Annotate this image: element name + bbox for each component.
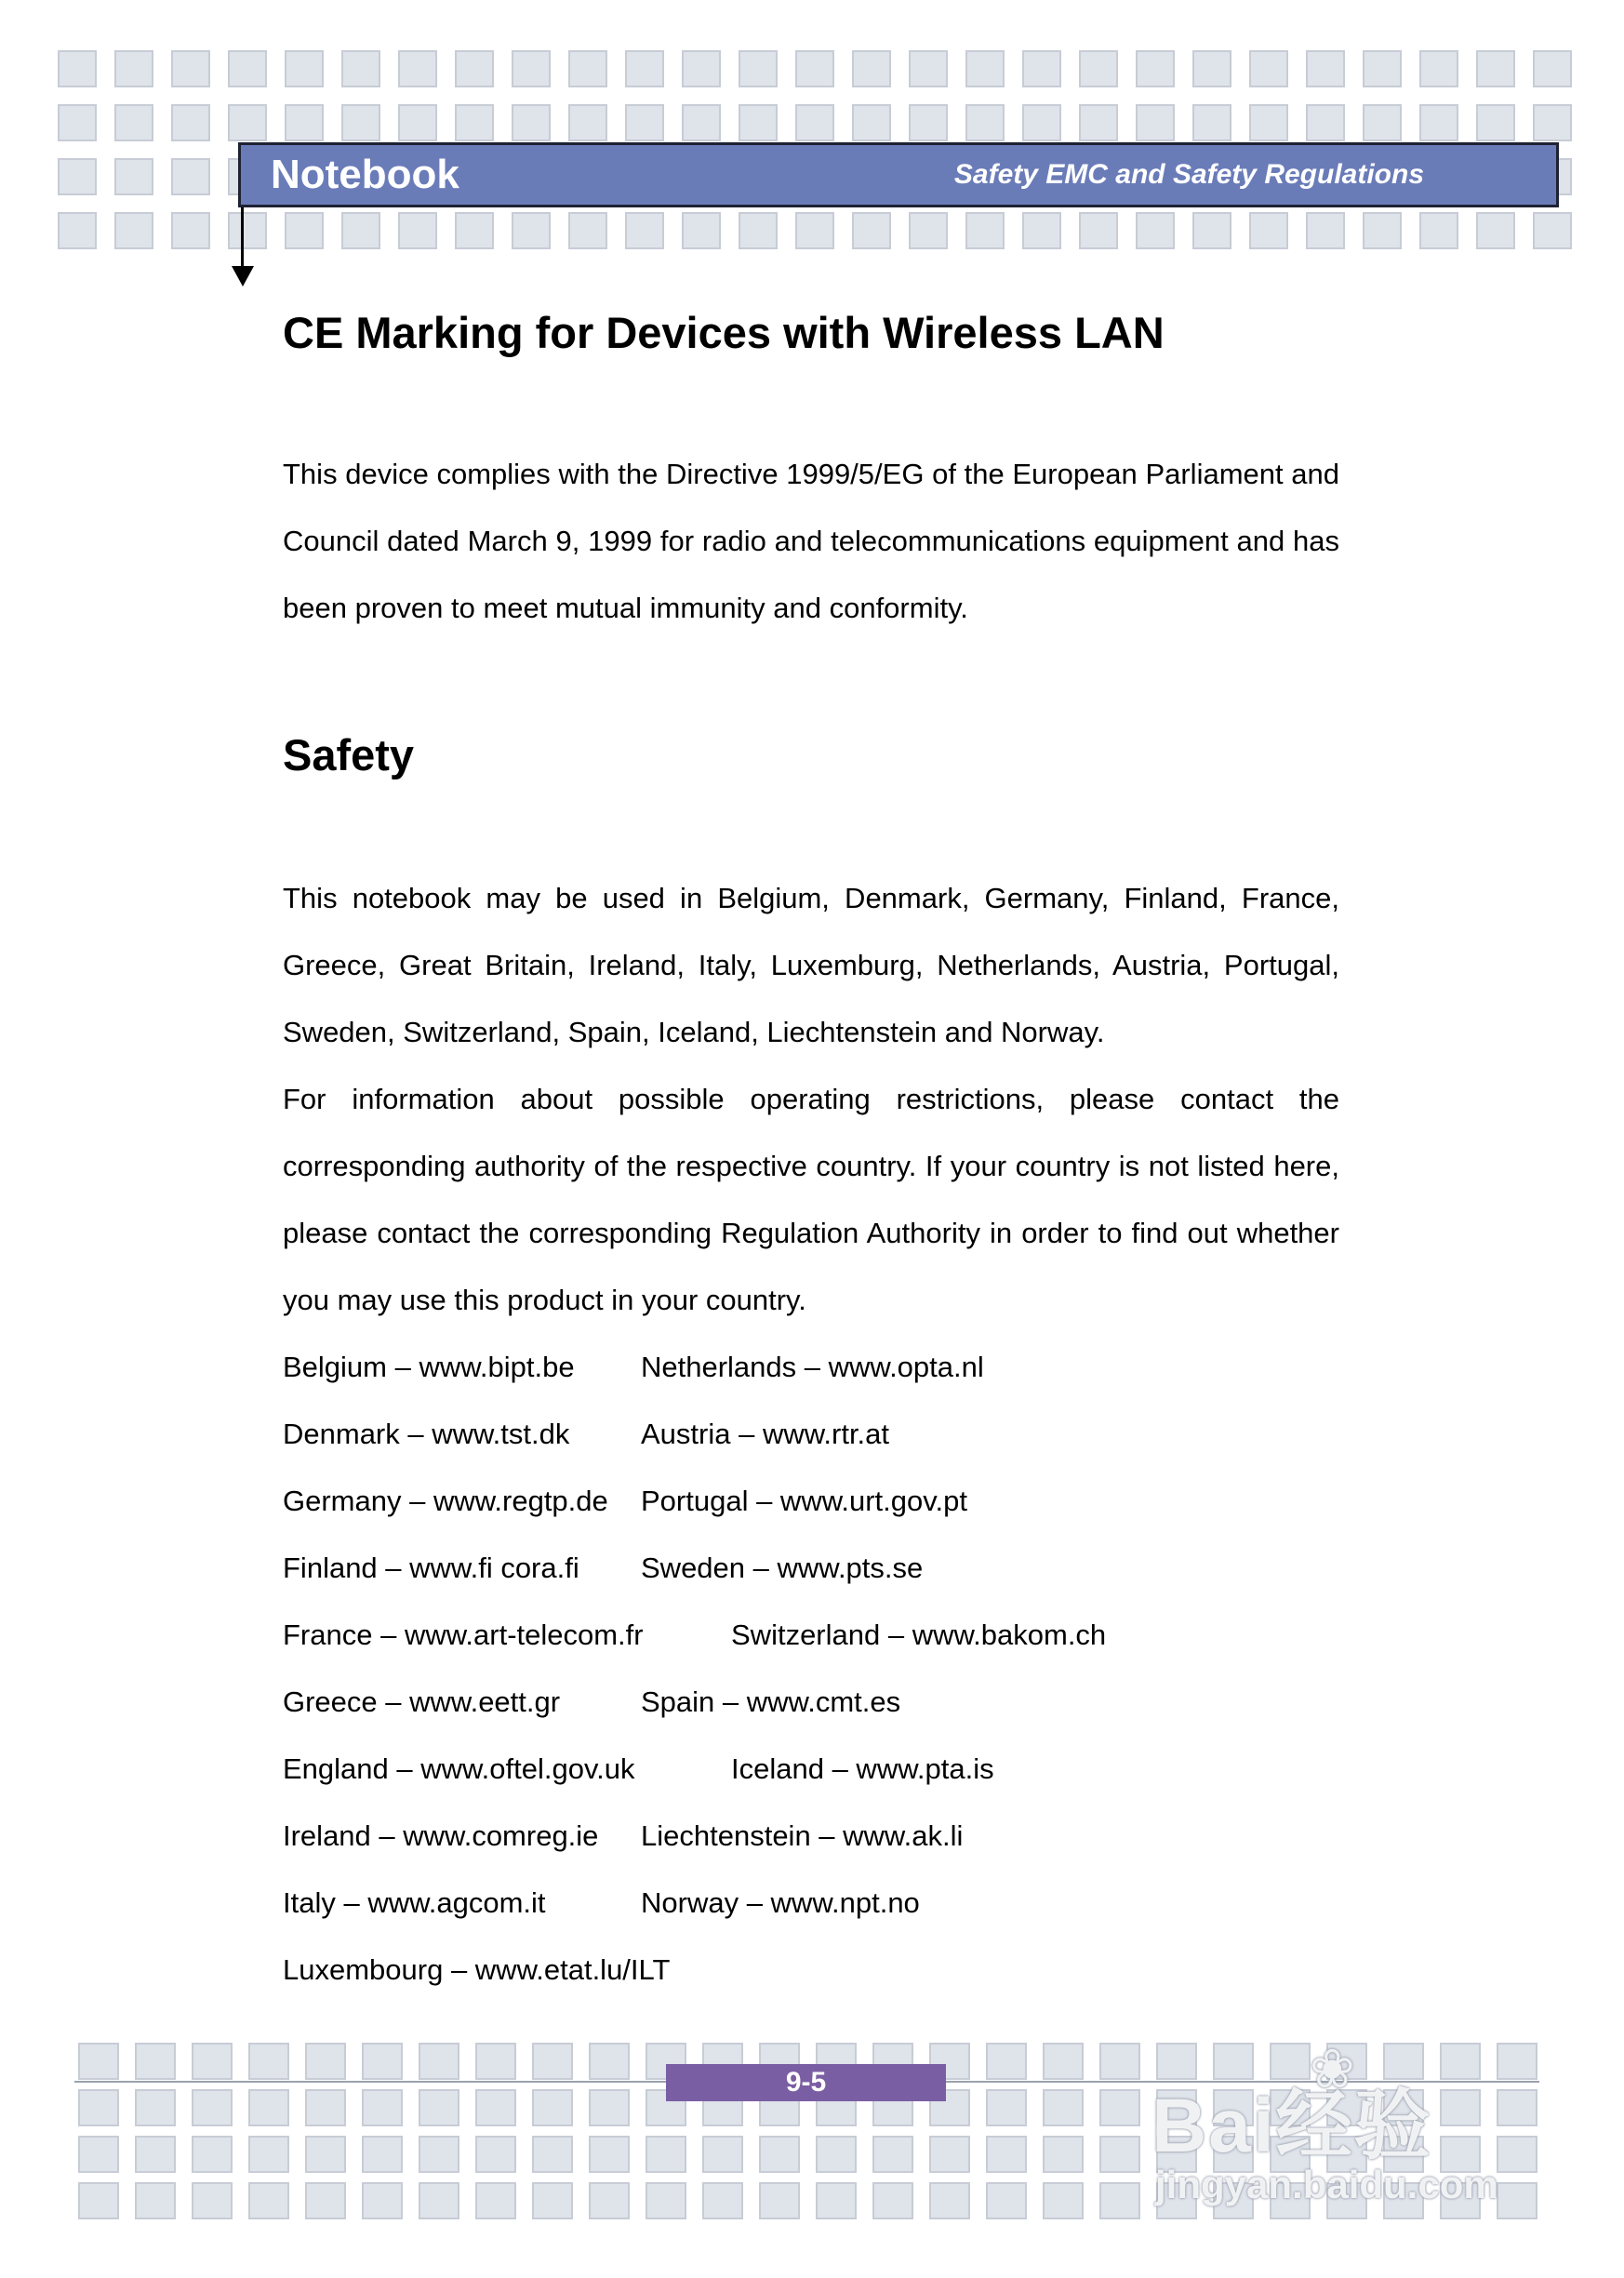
decorative-tile	[1022, 104, 1061, 141]
decorative-tile	[568, 104, 607, 141]
decorative-tile	[398, 212, 437, 249]
decorative-tile	[305, 2182, 346, 2219]
decorative-tile	[1476, 104, 1515, 141]
decorative-tile	[1213, 2182, 1254, 2219]
decorative-tile	[419, 2089, 459, 2126]
decorative-tile	[58, 212, 97, 249]
decorative-tile	[341, 50, 380, 87]
decorative-tile	[171, 104, 210, 141]
decorative-tile	[1476, 212, 1515, 249]
safety-paragraph-countries: This notebook may be used in Belgium, Denmark, Germany, Finland, France, Greece, Great Britain, Ireland, Italy, Luxemburg, Netherlands, Austria, Portugal, Sweden, Switzerland, Spain, Iceland, Liechtenstein and Norway.	[283, 882, 1339, 1048]
decorative-tile	[1022, 50, 1061, 87]
paw-icon: ❀	[1310, 2039, 1355, 2099]
decorative-tile	[1270, 2043, 1311, 2080]
decorative-tile	[228, 50, 267, 87]
decorative-tile	[1043, 2043, 1084, 2080]
contact-row	[283, 1736, 1339, 1803]
decorative-tile	[58, 104, 97, 141]
decorative-tile	[419, 2182, 459, 2219]
decorative-tile	[135, 2182, 176, 2219]
contact-entry: Germany – www.regtp.de	[283, 1485, 608, 1517]
decorative-tile	[135, 2043, 176, 2080]
decorative-tile	[872, 2182, 913, 2219]
contact-entry: Luxembourg – www.etat.lu/ILT	[283, 1953, 671, 1986]
decorative-tile	[475, 2043, 516, 2080]
decorative-tile	[852, 104, 891, 141]
decorative-tile	[759, 2182, 800, 2219]
decorative-tile	[625, 212, 664, 249]
decorative-tile	[909, 104, 948, 141]
decorative-tile	[682, 212, 721, 249]
decorative-tile	[1440, 2182, 1481, 2219]
decorative-tile	[1213, 2043, 1254, 2080]
decorative-tile	[568, 212, 607, 249]
contact-entry: France – www.art-telecom.fr	[283, 1619, 644, 1651]
decorative-tile	[1419, 212, 1458, 249]
contact-entry: Belgium – www.bipt.be	[283, 1351, 575, 1383]
decorative-tile	[362, 2182, 403, 2219]
decorative-tile	[1419, 50, 1458, 87]
decorative-tile	[305, 2089, 346, 2126]
decorative-tile	[1306, 104, 1345, 141]
decorative-tile	[1192, 212, 1231, 249]
decorative-tile	[1363, 104, 1402, 141]
decorative-tile	[1099, 2043, 1140, 2080]
decorative-tile	[1156, 2182, 1197, 2219]
contact-row	[283, 1535, 1339, 1602]
decorative-tile	[512, 212, 551, 249]
decorative-tile	[965, 212, 1005, 249]
decorative-tile	[248, 2043, 289, 2080]
decorative-tile	[1326, 2043, 1367, 2080]
header-bar	[238, 142, 1559, 207]
ce-paragraph: This device complies with the Directive 1999/5/EG of the European Parliament and Council dated March 9, 1999 for radio and telecommunications equipment and has been proven to meet mutual immunity and conformity.	[283, 458, 1339, 624]
decorative-tile	[1533, 212, 1572, 249]
decorative-tile	[1043, 2089, 1084, 2126]
contact-row	[283, 1602, 1339, 1669]
authority-contact-list	[283, 1334, 1339, 2004]
decorative-tile	[1043, 2136, 1084, 2173]
decorative-tile	[568, 50, 607, 87]
decorative-tile	[1213, 2136, 1254, 2173]
decorative-tile	[1249, 50, 1288, 87]
decorative-tile	[455, 212, 494, 249]
decorative-tile	[455, 104, 494, 141]
decorative-tile	[1497, 2043, 1537, 2080]
decorative-tile	[228, 212, 267, 249]
decorative-tile	[362, 2089, 403, 2126]
contact-entry: Liechtenstein – www.ak.li	[641, 1819, 964, 1852]
decorative-tile	[248, 2182, 289, 2219]
decorative-tile	[1383, 2089, 1424, 2126]
contact-entry: Ireland – www.comreg.ie	[283, 1819, 599, 1852]
decorative-tile	[398, 104, 437, 141]
decorative-tile	[965, 50, 1005, 87]
ce-heading: CE Marking for Devices with Wireless LAN	[283, 308, 1165, 357]
decorative-tile	[625, 104, 664, 141]
decorative-tile	[1419, 104, 1458, 141]
decorative-tile	[909, 212, 948, 249]
decorative-tile	[475, 2089, 516, 2126]
decorative-tile	[739, 50, 778, 87]
decorative-tile	[1306, 212, 1345, 249]
decorative-tile	[512, 50, 551, 87]
decorative-tile	[1079, 104, 1118, 141]
decorative-tile	[475, 2182, 516, 2219]
decorative-tile	[929, 2136, 970, 2173]
contact-row	[283, 1937, 1339, 2004]
header-arrow-line	[241, 207, 244, 269]
watermark-url: jingyan.baidu.com	[1155, 2163, 1498, 2206]
contact-entry: Netherlands – www.opta.nl	[641, 1351, 984, 1383]
decorative-tile	[78, 2136, 119, 2173]
decorative-tile	[475, 2136, 516, 2173]
decorative-tile	[532, 2089, 573, 2126]
decorative-tile	[532, 2043, 573, 2080]
decorative-tile	[1270, 2089, 1311, 2126]
decorative-tile	[1497, 2136, 1537, 2173]
contact-row	[283, 1803, 1339, 1870]
decorative-tile	[532, 2182, 573, 2219]
contact-row	[283, 1669, 1339, 1736]
decorative-tile	[682, 50, 721, 87]
decorative-tile	[739, 212, 778, 249]
contact-row	[283, 1401, 1339, 1468]
decorative-tile	[1383, 2043, 1424, 2080]
decorative-tile	[1270, 2182, 1311, 2219]
decorative-tile	[1497, 2089, 1537, 2126]
decorative-tile	[1383, 2182, 1424, 2219]
contact-row	[283, 1870, 1339, 1937]
decorative-tile	[795, 50, 834, 87]
decorative-tile	[341, 212, 380, 249]
decorative-tile	[58, 50, 97, 87]
decorative-tile	[171, 50, 210, 87]
header-section-title: Safety EMC and Safety Regulations	[953, 159, 1424, 190]
decorative-tile	[419, 2136, 459, 2173]
watermark-logo: Bai经验	[1151, 2084, 1432, 2168]
decorative-tile	[192, 2043, 233, 2080]
page-content	[283, 303, 1339, 2004]
safety-heading: Safety	[283, 730, 415, 779]
decorative-tile	[1476, 50, 1515, 87]
contact-entry: Iceland – www.pta.is	[731, 1752, 994, 1785]
decorative-tile	[625, 50, 664, 87]
decorative-tile	[852, 50, 891, 87]
decorative-tile	[682, 104, 721, 141]
decorative-tile	[1533, 50, 1572, 87]
decorative-tile	[1136, 104, 1175, 141]
decorative-tile	[285, 50, 324, 87]
contact-entry: Portugal – www.urt.gov.pt	[641, 1485, 967, 1517]
decorative-tile	[1440, 2043, 1481, 2080]
decorative-tile	[228, 104, 267, 141]
decorative-tile	[1099, 2182, 1140, 2219]
contact-entry: Austria – www.rtr.at	[641, 1418, 890, 1450]
decorative-tile	[285, 104, 324, 141]
decorative-tile	[1497, 2182, 1537, 2219]
decorative-tile	[78, 2043, 119, 2080]
decorative-tile	[1079, 50, 1118, 87]
decorative-tile	[795, 212, 834, 249]
decorative-tile	[646, 2136, 686, 2173]
decorative-tile	[1326, 2182, 1367, 2219]
decorative-tile	[872, 2136, 913, 2173]
decorative-tile	[248, 2136, 289, 2173]
decorative-tile	[192, 2136, 233, 2173]
decorative-tile	[1440, 2089, 1481, 2126]
decorative-tile	[58, 158, 97, 195]
contact-entry: Spain – www.cmt.es	[641, 1685, 901, 1718]
contact-entry: England – www.oftel.gov.uk	[283, 1752, 635, 1785]
contact-row	[283, 1334, 1339, 1401]
decorative-tile	[285, 212, 324, 249]
decorative-tile	[986, 2182, 1027, 2219]
decorative-tile	[816, 2136, 857, 2173]
decorative-tile	[192, 2182, 233, 2219]
decorative-tile	[795, 104, 834, 141]
decorative-tile	[739, 104, 778, 141]
decorative-tile	[1363, 212, 1402, 249]
decorative-tile	[852, 212, 891, 249]
decorative-tile	[965, 104, 1005, 141]
decorative-tile	[512, 104, 551, 141]
decorative-tile	[1533, 104, 1572, 141]
decorative-tile	[455, 50, 494, 87]
decorative-tile	[1306, 50, 1345, 87]
decorative-tile	[986, 2136, 1027, 2173]
decorative-tile	[1136, 212, 1175, 249]
arrow-down-icon	[232, 266, 254, 286]
contact-entry: Switzerland – www.bakom.ch	[731, 1619, 1107, 1651]
decorative-tile	[114, 50, 153, 87]
decorative-tile	[1099, 2136, 1140, 2173]
decorative-tile	[986, 2043, 1027, 2080]
decorative-tile	[702, 2182, 743, 2219]
decorative-tile	[1099, 2089, 1140, 2126]
decorative-tile	[1136, 50, 1175, 87]
decorative-tile	[171, 212, 210, 249]
decorative-tile	[78, 2089, 119, 2126]
decorative-tile	[589, 2043, 630, 2080]
decorative-tile	[135, 2136, 176, 2173]
decorative-tile	[1156, 2043, 1197, 2080]
decorative-tile	[1326, 2136, 1367, 2173]
decorative-tile	[929, 2182, 970, 2219]
decorative-tile	[1043, 2182, 1084, 2219]
decorative-tile	[986, 2089, 1027, 2126]
page-number: 9-5	[666, 2064, 946, 2101]
decorative-tile	[1156, 2089, 1197, 2126]
decorative-tile	[589, 2182, 630, 2219]
contact-entry: Denmark – www.tst.dk	[283, 1418, 570, 1450]
decorative-tile	[114, 104, 153, 141]
decorative-tile	[305, 2136, 346, 2173]
decorative-tile	[1383, 2136, 1424, 2173]
decorative-tile	[1022, 212, 1061, 249]
decorative-tile	[589, 2136, 630, 2173]
decorative-tile	[1156, 2136, 1197, 2173]
decorative-tile	[702, 2136, 743, 2173]
decorative-tile	[1270, 2136, 1311, 2173]
decorative-tile	[341, 104, 380, 141]
decorative-tile	[114, 212, 153, 249]
decorative-tile	[532, 2136, 573, 2173]
decorative-tile	[171, 158, 210, 195]
decorative-tile	[419, 2043, 459, 2080]
decorative-tile	[362, 2136, 403, 2173]
decorative-tile	[816, 2182, 857, 2219]
decorative-tile	[1249, 212, 1288, 249]
decorative-tile	[248, 2089, 289, 2126]
decorative-tile	[1363, 50, 1402, 87]
contact-entry: Greece – www.eett.gr	[283, 1685, 561, 1718]
contact-entry: Finland – www.fi cora.fi	[283, 1552, 579, 1584]
decorative-tile	[1249, 104, 1288, 141]
decorative-tile	[759, 2136, 800, 2173]
decorative-tile	[909, 50, 948, 87]
decorative-tile	[78, 2182, 119, 2219]
contact-entry: Norway – www.npt.no	[641, 1886, 920, 1919]
decorative-tile	[1192, 104, 1231, 141]
decorative-tile	[589, 2089, 630, 2126]
decorative-tile	[1440, 2136, 1481, 2173]
safety-paragraph-restrictions: For information about possible operating restrictions, please contact the corresponding authority of the respective country. If your country is not listed here, please contact the corresponding Regulation Authority in order to find out whether you may use this product in your country.	[283, 1083, 1339, 1316]
decorative-tile	[1192, 50, 1231, 87]
decorative-tile	[1326, 2089, 1367, 2126]
decorative-tile	[1079, 212, 1118, 249]
decorative-tile	[646, 2182, 686, 2219]
decorative-tile	[114, 158, 153, 195]
decorative-tile	[135, 2089, 176, 2126]
decorative-tile	[1213, 2089, 1254, 2126]
contact-row	[283, 1468, 1339, 1535]
contact-entry: Sweden – www.pts.se	[641, 1552, 924, 1584]
decorative-tile	[192, 2089, 233, 2126]
decorative-tile	[362, 2043, 403, 2080]
header-title: Notebook	[271, 152, 459, 197]
decorative-tile	[398, 50, 437, 87]
contact-entry: Italy – www.agcom.it	[283, 1886, 546, 1919]
decorative-tile	[305, 2043, 346, 2080]
